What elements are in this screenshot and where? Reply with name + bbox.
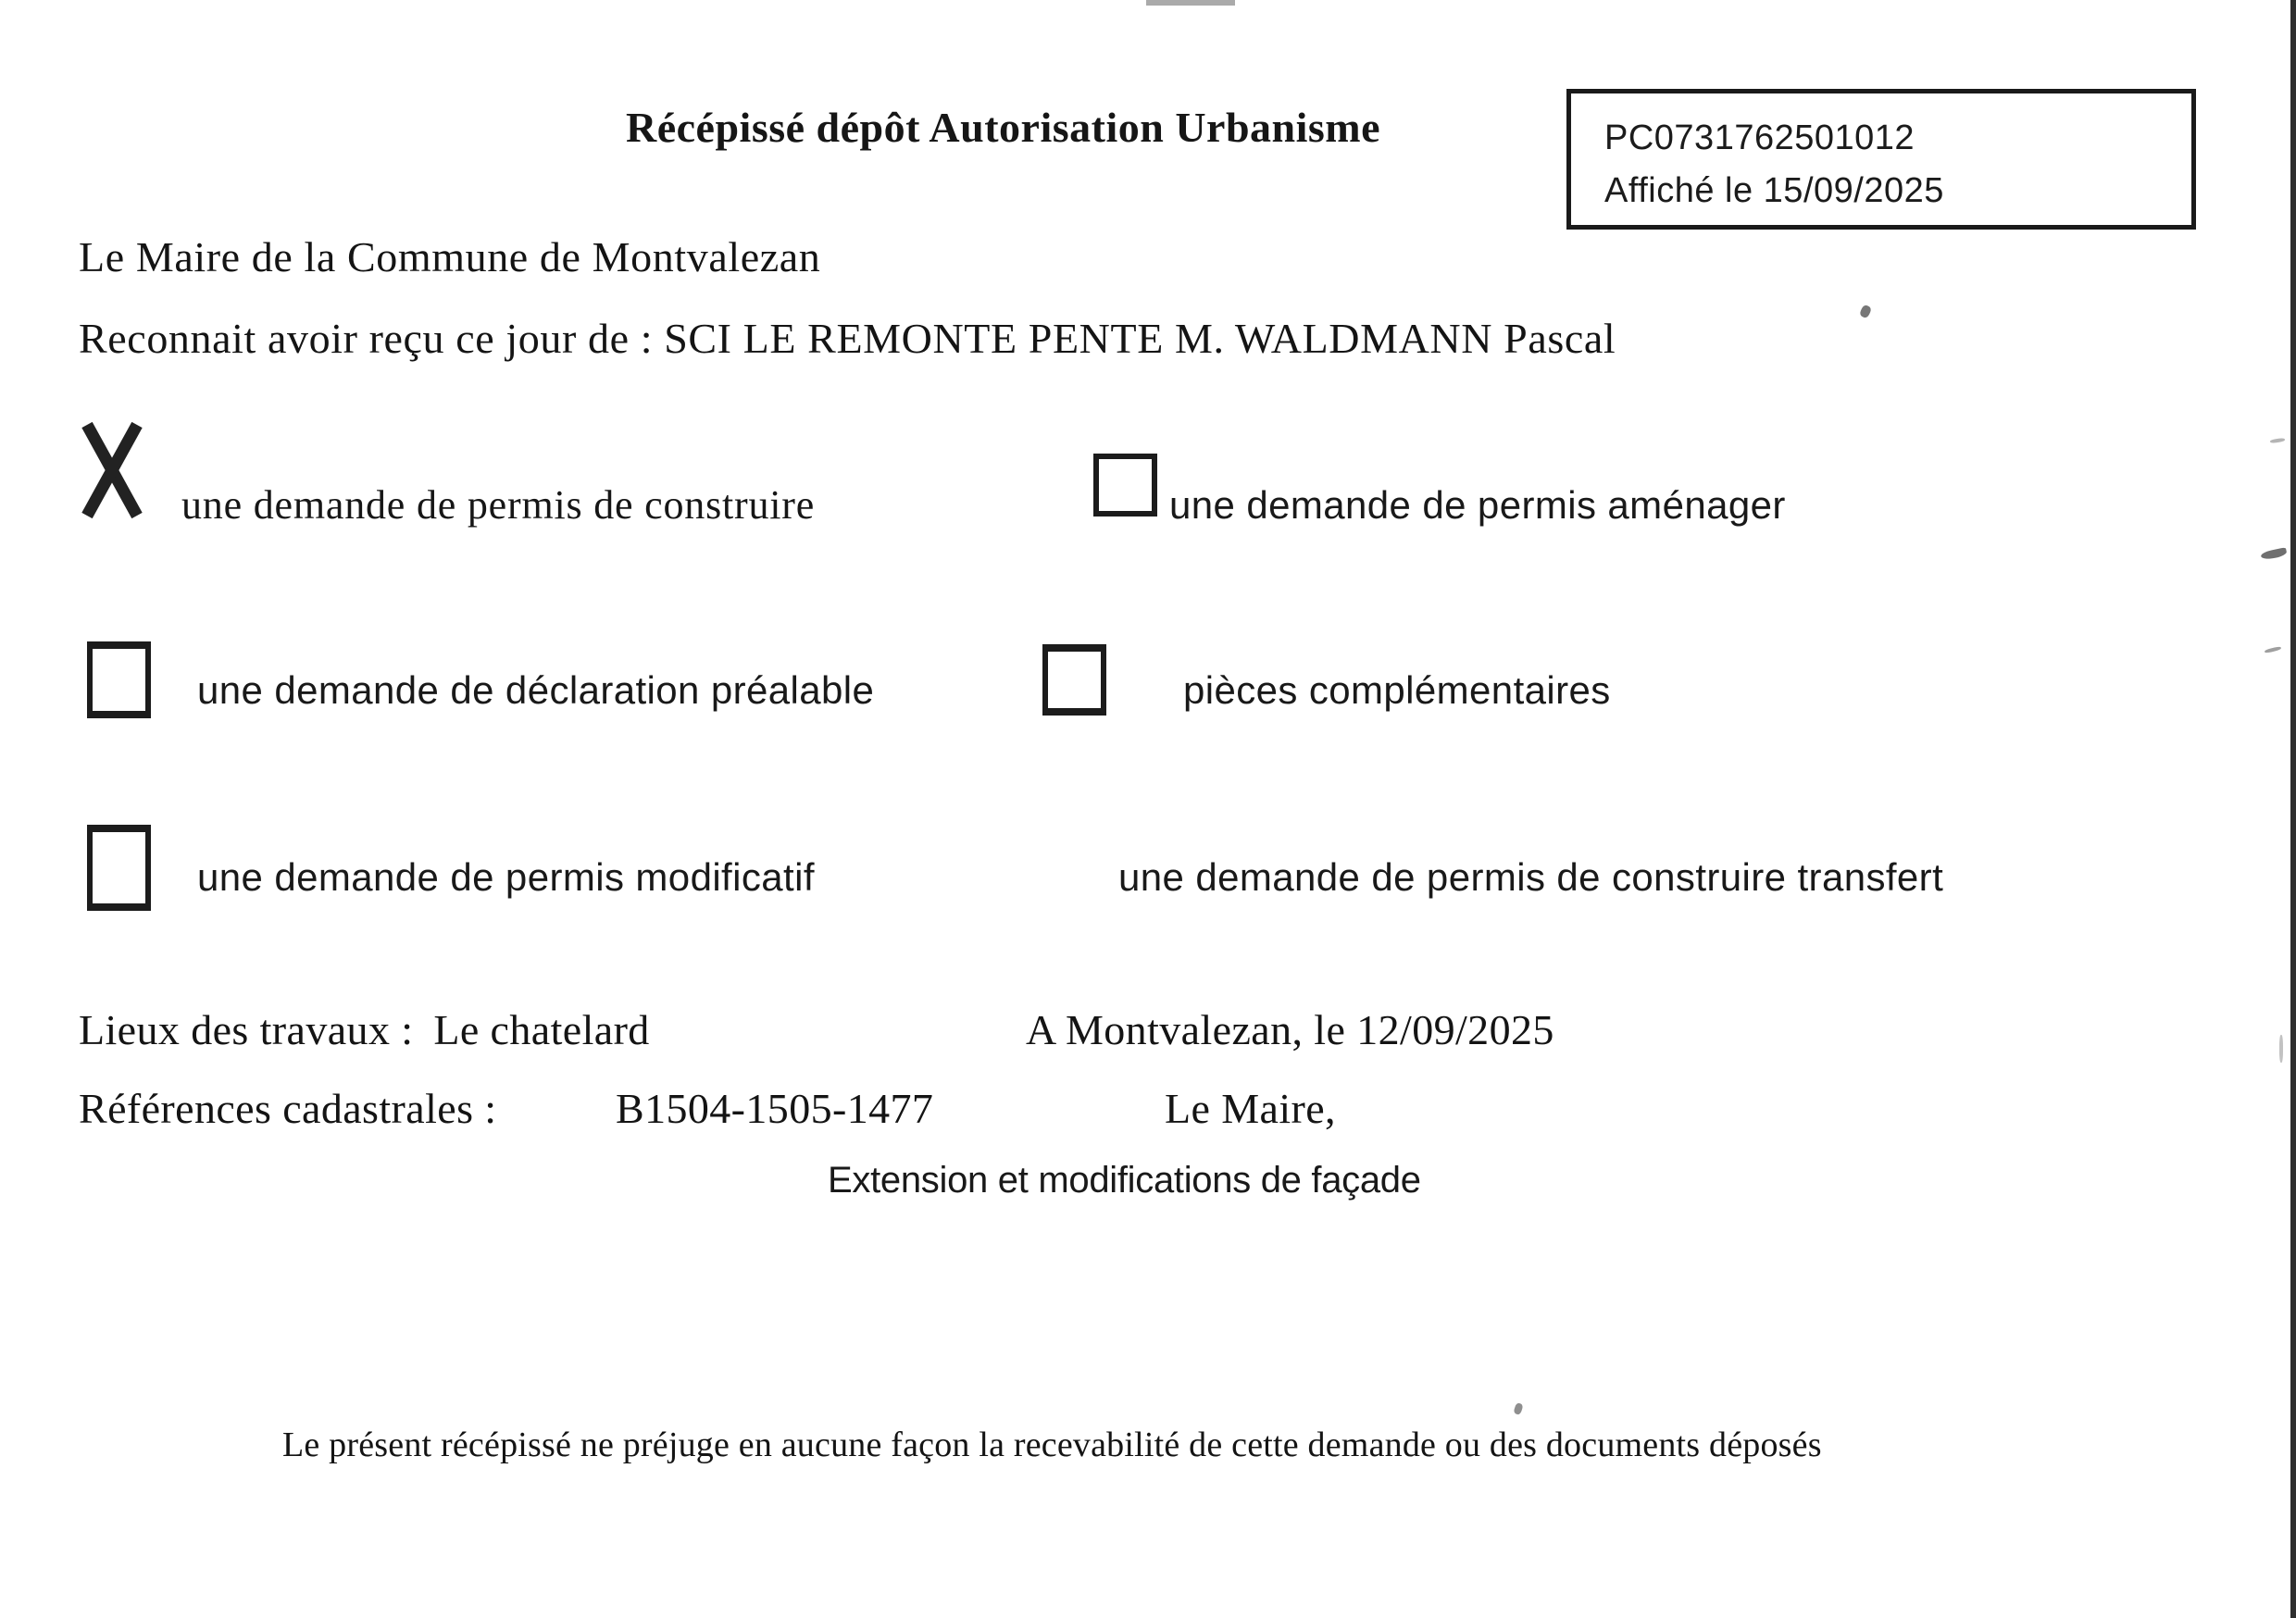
reference-box — [1566, 89, 2196, 230]
signatory-line: Le Maire, — [1165, 1085, 1336, 1132]
scan-artifact — [1146, 0, 1235, 6]
intro-line-mayor: Le Maire de la Commune de Montvalezan — [79, 233, 821, 280]
page-title: Récépissé dépôt Autorisation Urbanisme — [626, 104, 1381, 151]
checkbox-declaration-prealable[interactable] — [87, 641, 151, 718]
works-location-label: Lieux des travaux : — [79, 1006, 414, 1053]
scan-artifact — [1859, 304, 1873, 318]
option-label-permis-construire-transfert: une demande de permis de construire transfert — [1118, 855, 1944, 899]
place-date-line: A Montvalezan, le 12/09/2025 — [1026, 1006, 1554, 1053]
option-label-permis-construire: une demande de permis de construire — [181, 482, 816, 528]
option-label-declaration-prealable: une demande de déclaration préalable — [197, 668, 875, 712]
posted-date-line: Affiché le 15/09/2025 — [1604, 171, 1944, 210]
scan-artifact — [2270, 438, 2285, 443]
checkbox-permis-modificatif[interactable] — [87, 825, 151, 911]
intro-line-received-from: Reconnait avoir reçu ce jour de : SCI LE REMONTE PENTE M. WALDMANN Pascal — [79, 315, 1616, 362]
option-label-permis-modificatif: une demande de permis modificatif — [197, 855, 815, 899]
cadastral-value: B1504-1505-1477 — [616, 1085, 934, 1132]
scan-artifact — [2279, 1035, 2283, 1063]
checkbox-pieces-complementaires[interactable] — [1042, 644, 1106, 716]
permit-number: PC0731762501012 — [1604, 118, 1915, 157]
scan-artifact — [2260, 547, 2287, 561]
footer-disclaimer: Le présent récépissé ne préjuge en aucune façon la recevabilité de cette demande ou des documents déposés — [282, 1425, 1822, 1464]
check-mark-x[interactable] — [78, 422, 146, 518]
scan-edge-line — [2290, 0, 2296, 1618]
scan-artifact — [1513, 1402, 1523, 1415]
option-label-pieces-complementaires: pièces complémentaires — [1183, 668, 1611, 712]
checkbox-permis-amenager[interactable] — [1093, 454, 1157, 517]
works-location-line — [79, 1006, 650, 1055]
works-location-value: Le chatelard — [433, 1006, 650, 1053]
scan-artifact — [2265, 646, 2281, 653]
option-label-permis-amenager: une demande de permis aménager — [1169, 483, 1786, 527]
project-description: Extension et modifications de façade — [828, 1160, 1421, 1201]
cadastral-label: Références cadastrales : — [79, 1085, 497, 1132]
